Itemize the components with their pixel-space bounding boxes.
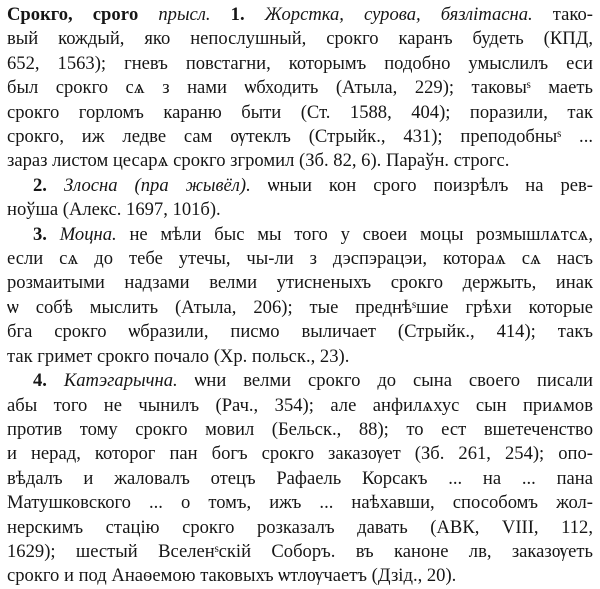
sense-3 (7, 223, 593, 369)
entry-line: вѣдалъ и жаловалъ отецъ Рафаель Корсакъ ... на ... пана (7, 467, 593, 489)
sense-number: 2. (33, 174, 47, 196)
entry-line: и нерад, которог пан богъ срокго заказѹет (Зб. 261, 254); опо- (7, 443, 593, 465)
entry-line: 1629); шестый Вселенˢскій Соборъ. въ каноне лв, заказѹеть (7, 540, 593, 562)
entry-line: 652, 1563); гневъ повстагни, которымъ подобно умыслилъ еси (7, 52, 593, 74)
entry-text: ѡныи кон срого поизрѣлъ на рев- (267, 174, 593, 196)
sense-gloss: Злосна (пра жывёл). (63, 174, 251, 196)
sense-number: 1. (230, 4, 245, 25)
entry-line: против тому срокго мовил (Бельск., 88); то ест вшетеченство (7, 418, 593, 440)
sense-gloss: Моцна. (59, 223, 117, 245)
entry-line: нерскимъ стацію срокго розказалъ давать (АВК, VIII, 112, (7, 516, 593, 538)
entry-line: так гримет срокго почало (Хр. польск., 23). (7, 345, 350, 367)
entry-line (7, 3, 593, 27)
entry-line: срокго, иж ледве сам ѹтеклъ (Стрыйк., 431); преподобныˢ ... (7, 126, 593, 148)
entry-line: бга срокго ѡбразили, писмо выличает (Стрыйк., 414); такъ (7, 321, 593, 343)
entry-line: срокго и под Анаѳемою таковыхъ ѡтлѹчаетъ (Дзід., 20). (7, 565, 457, 587)
sense-4 (7, 369, 593, 589)
sense-2 (7, 174, 593, 223)
sense-gloss: Жорстка, сурова, бязлітасна. (264, 4, 533, 25)
entry-text: тако- (552, 4, 593, 25)
entry-line (7, 223, 593, 247)
entry-line: розмаитыми надзами велми утисненыхъ срокго держыть, инак (7, 272, 593, 294)
part-of-speech: прысл. (158, 4, 211, 25)
entry-line: ѡ собѣ мыслить (Атыла, 206); тые преднѣˢшие грѣхи которые (7, 296, 593, 318)
entry-line: если сѧ до тебе утечы, чы-ли з дэспэрацэи, котораѧ сѧ насъ (7, 248, 593, 270)
entry-line: ноўша (Алекс. 1697, 101б). (7, 199, 221, 221)
sense-gloss: Катэгарычна. (63, 370, 178, 392)
sense-1 (7, 3, 593, 174)
sense-number: 4. (33, 370, 47, 392)
entry-line (7, 174, 593, 198)
headword: Срокго, сроrо (7, 4, 139, 25)
entry-text: ѡни велми срокго до сына своего писали (194, 370, 593, 392)
sense-number: 3. (33, 223, 47, 245)
entry-line (7, 369, 593, 393)
entry-line: зараз листом цесарѧ срокго згромил (Зб. 82, 6). Параўн. строгс. (7, 150, 510, 172)
entry-line: вый кождый, яко непослушный, срокго каранъ будеть (КПД, (7, 28, 593, 50)
entry-line: срокго горломъ караню быти (Ст. 1588, 404); поразили, так (7, 101, 593, 123)
entry-text: не мѣли быс мы того у своеи моцы розмышлѧтсѧ, (129, 223, 593, 245)
entry-line: абы того не чынилъ (Рач., 354); але анфилѧхус сын приѧмов (7, 394, 593, 416)
entry-line: был срокго сѧ з нами ѡбходить (Атыла, 229); таковыˢ маеть (7, 77, 593, 99)
entry-line: Матушковского ... о томъ, ижъ ... наѣхавши, способомъ жол- (7, 492, 593, 514)
